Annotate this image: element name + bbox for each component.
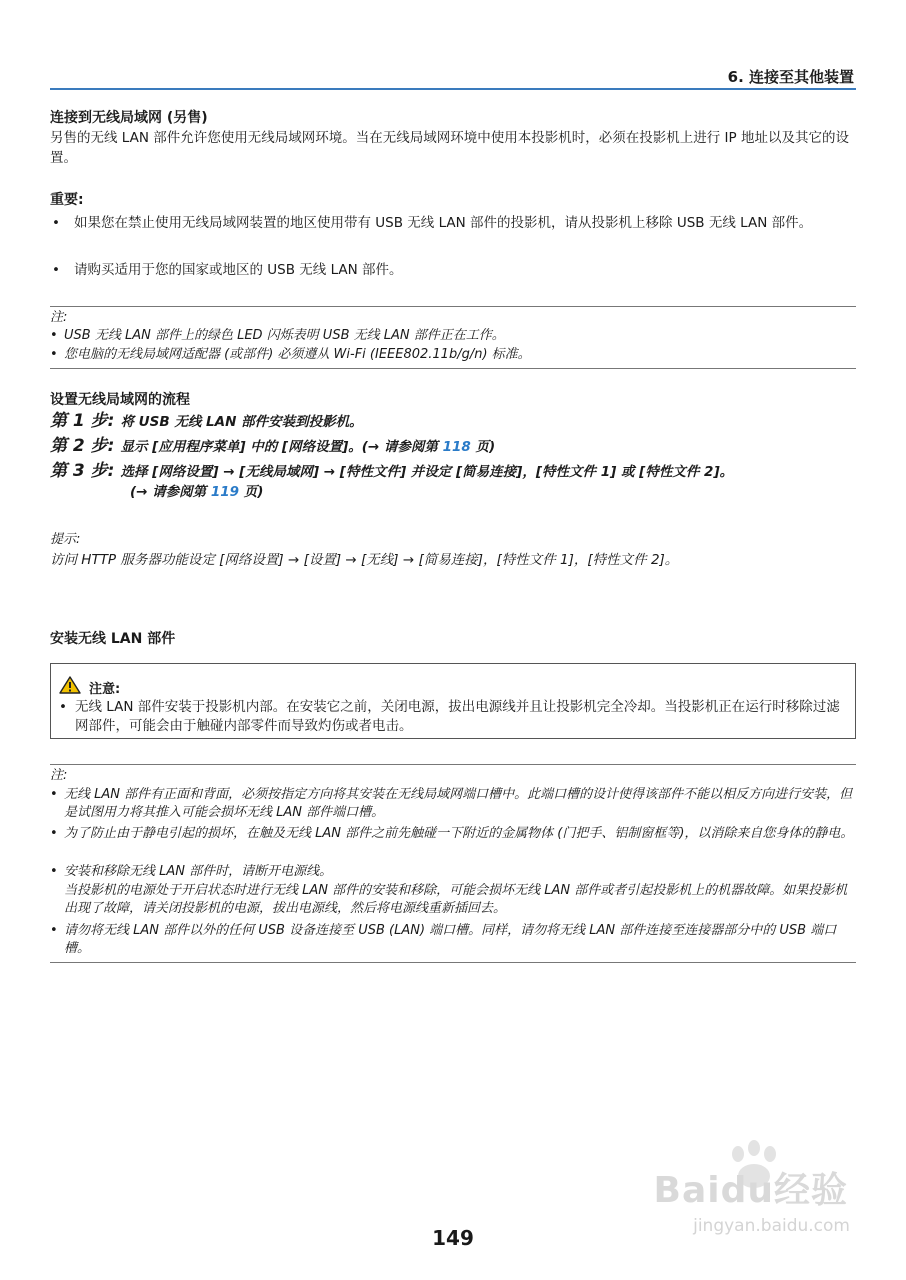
section-intro-text: 另售的无线 LAN 部件允许您使用无线局域网环境。当在无线局域网环境中使用本投影机时，必须在投影机上进行 IP 地址以及其它的设置。 — [50, 130, 849, 166]
step-ref: (→ 请参阅第 — [130, 484, 211, 500]
caution-title: 注意: — [89, 682, 121, 697]
step-suffix: 页) — [470, 439, 496, 455]
step-1 — [50, 411, 856, 432]
hint-text: 访问 HTTP 服务器功能设定 [网络设置] → [设置] → [无线] → [简易连接]，[特性文件 1]，[特性文件 2]。 — [50, 552, 679, 568]
step-suffix: 页) — [239, 484, 264, 500]
step-label: 第 1 步: — [50, 411, 115, 431]
page-link-118[interactable]: 118 — [442, 439, 471, 455]
step-2 — [50, 436, 856, 457]
note2-bottom-rule — [50, 962, 856, 963]
watermark-logo: Baidu经验 — [653, 1170, 848, 1211]
page-number: 149 — [432, 1226, 474, 1250]
caution-text: • 无线 LAN 部件安装于投影机内部。在安装它之前，关闭电源，拔出电源线并且让投影机完全冷却。当投影机正在运行时移除过滤网部件，可能会由于触碰内部零件而导致灼伤或者电击。 — [59, 698, 849, 736]
page-link-119[interactable]: 119 — [210, 484, 240, 500]
important-item: • 如果您在禁止使用无线局域网装置的地区使用带有 USB 无线 LAN 部件的投影机，请从投影机上移除 USB 无线 LAN 部件。 — [50, 213, 856, 234]
caution-box — [50, 663, 856, 739]
step-label: 第 3 步: — [50, 461, 115, 481]
note-bottom-rule — [50, 368, 856, 369]
important-item: • 请购买适用于您的国家或地区的 USB 无线 LAN 部件。 — [50, 260, 856, 281]
section-title-install: 安装无线 LAN 部件 — [50, 631, 176, 647]
step-3-continued — [50, 482, 856, 502]
step-text: 将 USB 无线 LAN 部件安装到投影机。 — [120, 414, 363, 430]
step-text: 选择 [网络设置] → [无线局域网] → [特性文件] 并设定 [简易连接]，[特性文件 1] 或 [特性文件 2]。 — [120, 464, 734, 480]
watermark-url: jingyan.baidu.com — [693, 1216, 850, 1236]
section-title-wireless-lan: 连接到无线局域网 (另售) — [50, 110, 208, 126]
note2-item: • 无线 LAN 部件有正面和背面，必须按指定方向将其安装在无线局域网端口槽中。此端口槽的设计使得该部件不能以相反方向进行安装，但是试图用力将其推入可能会损坏无线 LAN 部件端口槽。 — [50, 786, 856, 822]
note-top-rule — [50, 306, 856, 307]
baidu-watermark — [639, 1140, 854, 1240]
step-3 — [50, 461, 856, 482]
note2-item: • 安装和移除无线 LAN 部件时，请断开电源线。 — [50, 863, 856, 881]
step-label: 第 2 步: — [50, 436, 115, 456]
flow-title: 设置无线局域网的流程 — [50, 392, 190, 408]
note2-item: • 为了防止由于静电引起的损坏，在触及无线 LAN 部件之前先触碰一下附近的金属物体 (门把手、铝制窗框等)，以消除来自您身体的静电。 — [50, 825, 856, 843]
note2-item: • 请勿将无线 LAN 部件以外的任何 USB 设备连接至 USB (LAN) 端口槽。同样，请勿将无线 LAN 部件连接至连接器部分中的 USB 端口槽。 — [50, 922, 856, 958]
note-item: • 您电脑的无线局域网适配器 (或部件) 必须遵从 Wi-Fi (IEEE802.11b/g/n) 标准。 — [50, 346, 856, 364]
warning-icon — [59, 676, 81, 694]
note2-top-rule — [50, 764, 856, 765]
note2-item-continuation: 当投影机的电源处于开启状态时进行无线 LAN 部件的安装和移除，可能会损坏无线 LAN 部件或者引起投影机上的机器故障。如果投影机出现了故障，请关闭投影机的电源，拔出电源线，然后将电源线重新插回去。 — [64, 883, 848, 916]
chapter-title: 6. 连接至其他装置 — [727, 68, 854, 86]
header-rule — [50, 88, 856, 90]
hint-label: 提示: — [50, 532, 81, 547]
important-title: 重要: — [50, 192, 84, 208]
step-text: 显示 [应用程序菜单] 中的 [网络设置]。(→ 请参阅第 — [120, 439, 443, 455]
note-item: • USB 无线 LAN 部件上的绿色 LED 闪烁表明 USB 无线 LAN 部件正在工作。 — [50, 327, 856, 345]
note2-label: 注: — [50, 768, 68, 783]
note-label: 注: — [50, 310, 68, 325]
